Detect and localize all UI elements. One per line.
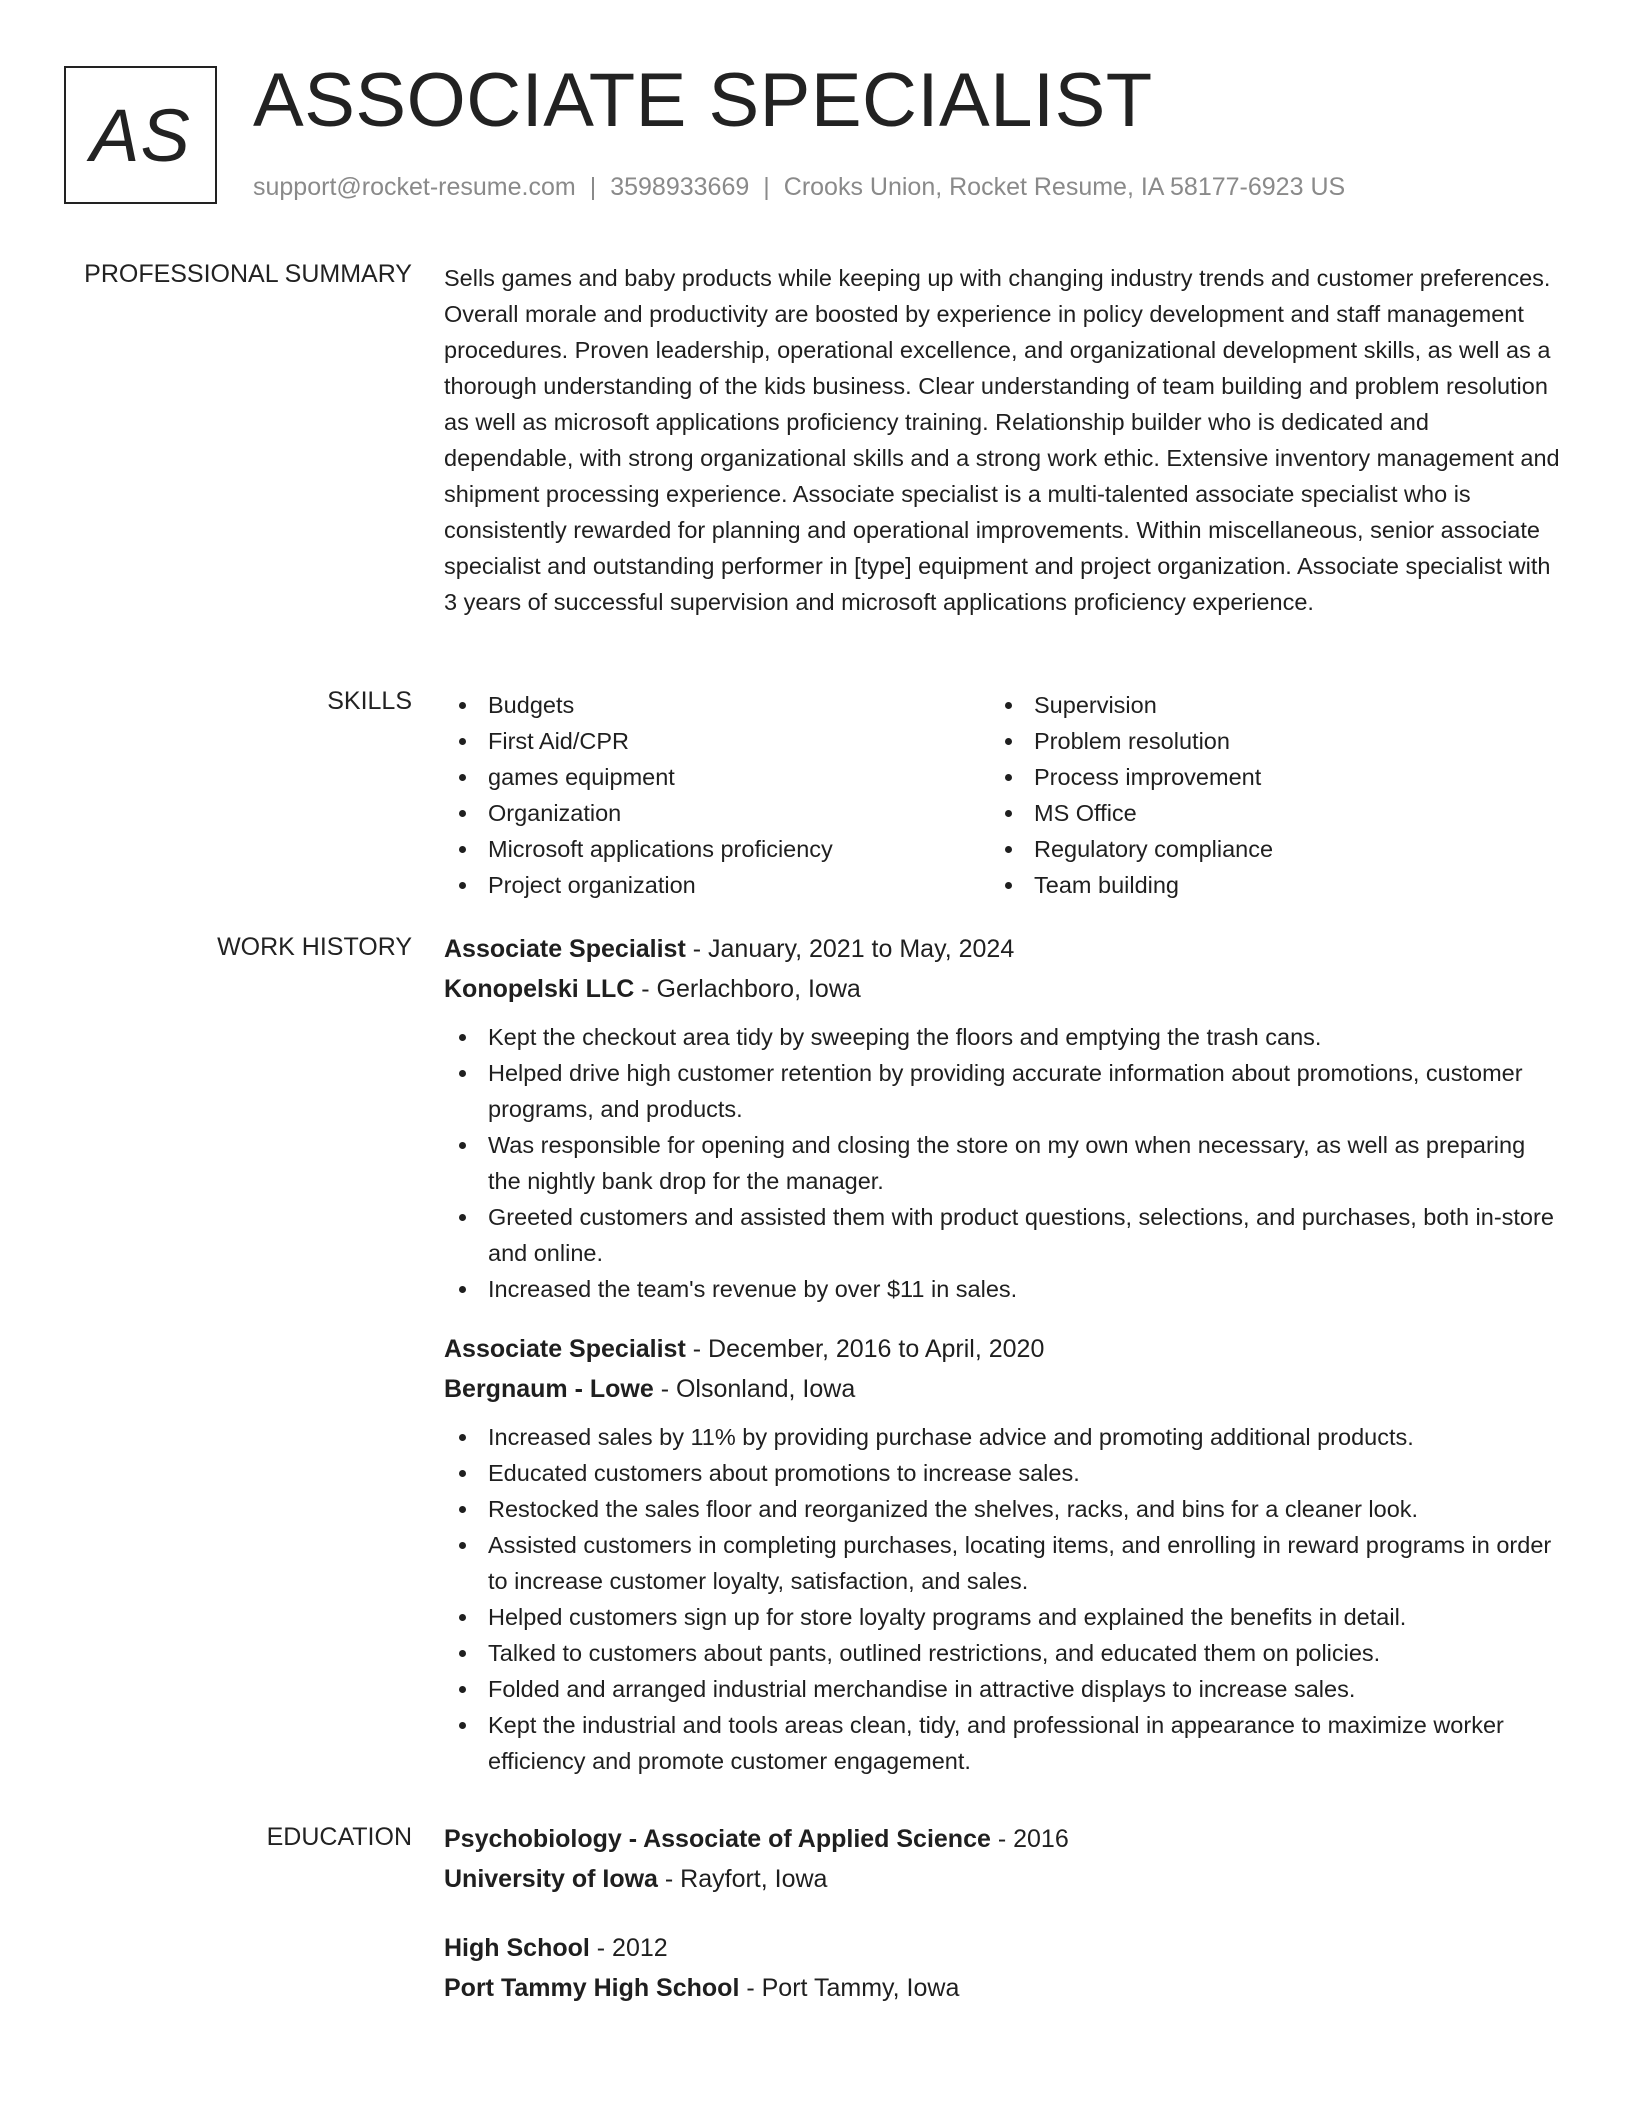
job-dates: - December, 2016 to April, 2020 [685,1335,1045,1363]
skill-item: Regulatory compliance [990,831,1536,867]
skills-list-right [990,687,1536,903]
contact-phone[interactable]: 3598933669 [610,173,750,201]
job-company-line [444,1369,1564,1409]
job-title-line [444,1329,1564,1369]
education-location: - Rayfort, Iowa [657,1865,828,1893]
skill-item: Process improvement [990,759,1536,795]
education-school: Port Tammy High School [444,1974,740,2002]
contact-separator: | [589,173,597,201]
education-year: - 2016 [990,1825,1069,1853]
section-heading-summary: PROFESSIONAL SUMMARY [84,260,412,288]
job-dates: - January, 2021 to May, 2024 [685,935,1015,963]
education-school-line [444,1968,1564,2008]
education-school-line [444,1859,1564,1899]
job-bullet: Increased the team's revenue by over $11 in sales. [444,1271,1564,1307]
contact-line [253,173,1345,202]
contact-email[interactable]: support@rocket-resume.com [253,173,576,201]
skills-list-left [444,687,990,903]
skill-item: MS Office [990,795,1536,831]
skill-item: Problem resolution [990,723,1536,759]
job-title: Associate Specialist [444,1335,686,1363]
contact-address: Crooks Union, Rocket Resume, IA 58177-6923 US [783,173,1346,201]
job-bullet: Kept the industrial and tools areas clean, tidy, and professional in appearance to maximize worker efficiency and promote customer engagement. [444,1707,1564,1779]
job-bullet: Was responsible for opening and closing the store on my own when necessary, as well as preparing the nightly bank drop for the manager. [444,1127,1564,1199]
skill-item: Organization [444,795,990,831]
skill-item: Budgets [444,687,990,723]
job-title-line [444,929,1564,969]
skill-item: First Aid/CPR [444,723,990,759]
job-bullet: Kept the checkout area tidy by sweeping the floors and emptying the trash cans. [444,1019,1564,1055]
education-degree: Psychobiology - Associate of Applied Science [444,1825,991,1853]
skill-item: Supervision [990,687,1536,723]
job-company: Konopelski LLC [444,975,635,1003]
skill-item: games equipment [444,759,990,795]
job-bullet: Increased sales by 11% by providing purchase advice and promoting additional products. [444,1419,1564,1455]
job-bullet: Helped drive high customer retention by providing accurate information about promotions, customer programs, and products. [444,1055,1564,1127]
job-company-line [444,969,1564,1009]
job-entry [444,1329,1564,1779]
section-heading-work-history: WORK HISTORY [217,933,412,961]
job-entry [444,929,1564,1307]
education-location: - Port Tammy, Iowa [739,1974,960,2002]
education-degree-line [444,1819,1564,1859]
job-bullets [444,1019,1564,1307]
education-entry [444,1928,1564,2008]
education-degree: High School [444,1934,590,1962]
section-heading-skills: SKILLS [327,687,412,715]
resume-name: ASSOCIATE SPECIALIST [253,58,1153,143]
job-title: Associate Specialist [444,935,686,963]
job-location: - Gerlachboro, Iowa [634,975,861,1003]
monogram-initials: AS [90,93,191,177]
job-bullet: Helped customers sign up for store loyalty programs and explained the benefits in detail. [444,1599,1564,1635]
job-bullet: Talked to customers about pants, outlined restrictions, and educated them on policies. [444,1635,1564,1671]
job-bullet: Restocked the sales floor and reorganized the shelves, racks, and bins for a cleaner look. [444,1491,1564,1527]
job-bullets [444,1419,1564,1779]
skill-item: Microsoft applications proficiency [444,831,990,867]
job-company: Bergnaum - Lowe [444,1375,654,1403]
job-location: - Olsonland, Iowa [653,1375,856,1403]
education-school: University of Iowa [444,1865,658,1893]
job-bullet: Folded and arranged industrial merchandise in attractive displays to increase sales. [444,1671,1564,1707]
contact-separator: | [763,173,770,201]
job-bullet: Assisted customers in completing purchases, locating items, and enrolling in reward programs in order to increase customer loyalty, satisfaction, and sales. [444,1527,1564,1599]
job-bullet: Greeted customers and assisted them with product questions, selections, and purchases, both in-store and online. [444,1199,1564,1271]
education-year: - 2012 [589,1934,668,1962]
job-bullet: Educated customers about promotions to increase sales. [444,1455,1564,1491]
skill-item: Team building [990,867,1536,903]
monogram-badge [64,66,217,204]
education-degree-line [444,1928,1564,1968]
education-entry [444,1819,1564,1899]
summary-text: Sells games and baby products while keeping up with changing industry trends and customer preferences. Overall morale and productivity are boosted by experience in policy development and staff management procedures. Proven leadership, operational excellence, and organizational development skills, as well as a thorough understanding of the kids business. Clear understanding of team building and problem resolution as well as microsoft applications proficiency training. Relationship builder who is dedicated and dependable, with strong organizational skills and a strong work ethic. Extensive inventory management and shipment processing experience. Associate specialist is a multi-talented associate specialist who is consistently rewarded for planning and operational improvements. Within miscellaneous, senior associate specialist and outstanding performer in [type] equipment and project organization. Associate specialist with 3 years of successful supervision and microsoft applications proficiency experience. [444,265,1560,615]
skill-item: Project organization [444,867,990,903]
section-heading-education: EDUCATION [266,1823,412,1851]
